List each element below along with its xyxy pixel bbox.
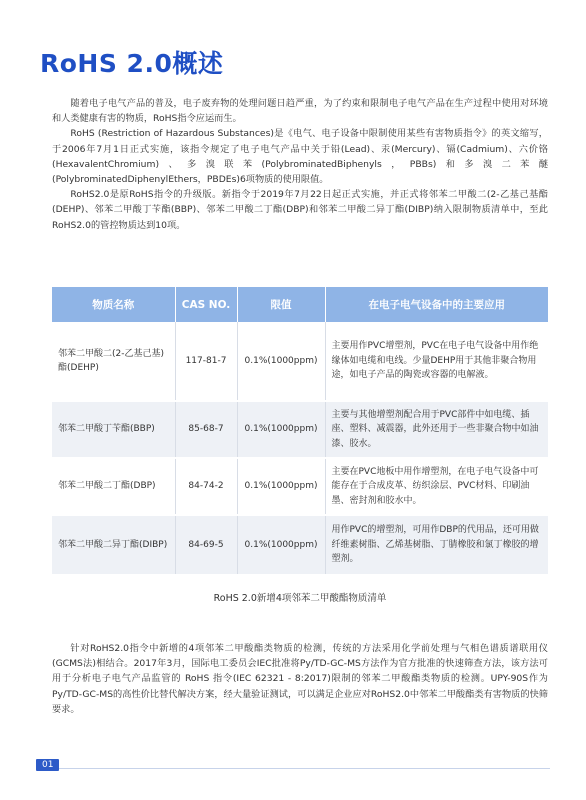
table-caption: RoHS 2.0新增4项邻苯二甲酸酯物质清单 bbox=[213, 593, 387, 604]
table-header-row bbox=[52, 287, 548, 322]
cell-cas-no: 84-69-5 bbox=[175, 515, 237, 575]
cell-main-use: 用作PVC的增塑剂，可用作DBP的代用品，还可用做纤维素树脂、乙烯基树脂、丁腈橡胶和氯丁橡胶的增塑剂。 bbox=[325, 515, 548, 575]
cell-substance-name: 邻苯二甲酸丁苄酯(BBP) bbox=[52, 401, 175, 458]
cell-cas-no: 117-81-7 bbox=[175, 322, 237, 401]
table-row bbox=[52, 458, 548, 515]
table-row bbox=[52, 322, 548, 401]
intro-section bbox=[52, 96, 548, 233]
substance-table bbox=[52, 287, 548, 576]
header-cas-no: CAS NO. bbox=[175, 287, 237, 322]
header-main-use: 在电子电气设备中的主要应用 bbox=[325, 287, 548, 322]
cell-cas-no: 85-68-7 bbox=[175, 401, 237, 458]
cell-limit: 0.1%(1000ppm) bbox=[237, 458, 325, 515]
table-row bbox=[52, 401, 548, 458]
cell-main-use: 主要与其他增塑剂配合用于PVC部件中如电缆、插座、塑料、减震器，此外还用于一些非聚合物中如油漆、胶水。 bbox=[325, 401, 548, 458]
cell-limit: 0.1%(1000ppm) bbox=[237, 401, 325, 458]
cell-substance-name: 邻苯二甲酸二异丁酯(DIBP) bbox=[52, 515, 175, 575]
cell-limit: 0.1%(1000ppm) bbox=[237, 322, 325, 401]
footer-divider bbox=[36, 768, 550, 769]
cell-main-use: 主要在PVC地板中用作增塑剂，在电子电气设备中可能存在于合成皮革、纺织涂层、PVC材料、印刷油墨、密封剂和胶水中。 bbox=[325, 458, 548, 515]
header-substance-name: 物质名称 bbox=[52, 287, 175, 322]
table-row bbox=[52, 515, 548, 575]
cell-substance-name: 邻苯二甲酸二丁酯(DBP) bbox=[52, 458, 175, 515]
intro-paragraph: RoHS (Restriction of Hazardous Substances)是《电气、电子设备中限制使用某些有害物质指令》的英文缩写，于2006年7月1日正式实施，该指令规定了电子电气产品中关于铅(Lead)、汞(Mercury)、镉(Cadmium)、六价铬(HexavalentChromium)、多溴联苯(PolybrominatedBiphenyls，PBBs)和多溴二苯醚(PolybrominatedDiphenylEthers，PBDEs)6项物质的使用限值。 bbox=[52, 128, 548, 186]
cell-limit: 0.1%(1000ppm) bbox=[237, 515, 325, 575]
cell-substance-name: 邻苯二甲酸二(2-乙基己基)酯(DEHP) bbox=[52, 322, 175, 401]
page-title: RoHS 2.0概述 bbox=[40, 49, 224, 78]
intro-paragraph: RoHS2.0是原RoHS指令的升级版。新指令于2019年7月22日起正式实施，并正式将邻苯二甲酸二(2-乙基己基酯(DEHP)、邻苯二甲酸丁苄酯(BBP)、邻苯二甲酸二丁酯(DBP)和邻苯二甲酸二异丁酯(DIBP)纳入限制物质清单中，至此RoHS2.0的管控物质达到10项。 bbox=[52, 189, 548, 231]
cell-cas-no: 84-74-2 bbox=[175, 458, 237, 515]
intro-paragraph: 随着电子电气产品的普及，电子废弃物的处理问题日趋严重，为了约束和限制电子电气产品在生产过程中使用对环境和人类健康有害的物质，RoHS指令应运而生。 bbox=[52, 98, 548, 125]
page-number-badge: 01 bbox=[36, 759, 59, 771]
header-limit: 限值 bbox=[237, 287, 325, 322]
outro-paragraph: 针对RoHS2.0指令中新增的4项邻苯二甲酸酯类物质的检测，传统的方法采用化学前处理与气相色谱质谱联用仪(GCMS法)相结合。2017年3月，国际电工委员会IEC批准将Py/TD-GC-MS方法作为官方批准的快速筛查方法，该方法可用于分析电子电气产品监管的 RoHS 指令(IEC 62321 - 8:2017)限制的邻苯二甲酸酯类物质的检测。UPY-90S作为Py/TD-GC-MS的高性价比替代解决方案，经大量验证测试，可以满足企业应对RoHS2.0中邻苯二甲酸酯类有害物质的快筛要求。 bbox=[52, 643, 548, 715]
cell-main-use: 主要用作PVC增塑剂，PVC在电子电气设备中用作绝缘体如电缆和电线。少量DEHP用于其他非聚合物用途，如电子产品的陶瓷或容器的电解液。 bbox=[325, 322, 548, 401]
